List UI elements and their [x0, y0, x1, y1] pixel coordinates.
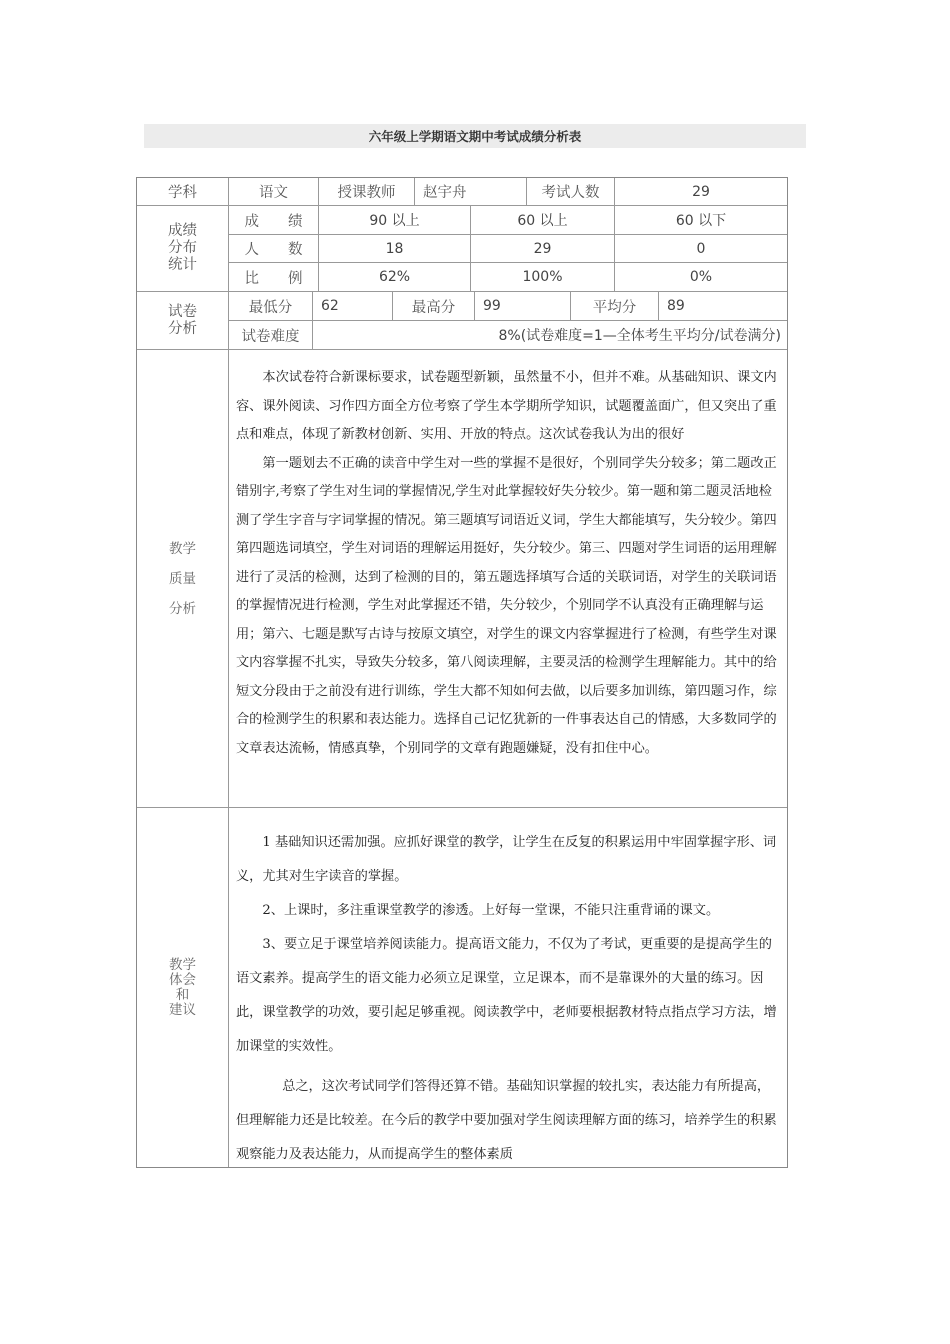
- difficulty-value: 8%(试卷难度=1—全体考生平均分/试卷满分): [313, 321, 787, 350]
- distribution-label-line: 统计: [168, 257, 197, 273]
- min-score-label: 最低分: [229, 292, 313, 321]
- people-value: 29: [471, 235, 615, 263]
- subject-label: 学科: [137, 178, 229, 206]
- avg-score-value: 89: [659, 292, 787, 321]
- subject-value: 语文: [229, 178, 319, 206]
- advice-label-line: 和: [175, 986, 190, 1003]
- advice-paragraph: 3、要立足于课堂培养阅读能力。提高语文能力，不仅为了考试，更重要的是提高学生的语文素养。提高学生的语文能力必须立足课堂，立足课本，而不是靠课外的大量的练习。因此，课堂教学的功效，要引起足够重视。阅读教学中，老师要根据教材特点指点学习方法，增加课堂的实效性。: [236, 937, 777, 1054]
- quality-label-line: 质量: [169, 570, 196, 587]
- people-label: 人 数: [229, 235, 319, 263]
- min-score-value: 62: [313, 292, 393, 321]
- advice-summary: 总之，这次考试同学们答得还算不错。基础知识掌握的较扎实，表达能力有所提高，但理解能力还是比较差。在今后的教学中要加强对学生阅读理解方面的练习，培养学生的积累观察能力及表达能力，从而提高学生的整体素质: [236, 1079, 777, 1162]
- distribution-label-line: 分布: [168, 240, 197, 256]
- advice-paragraph: 1 基础知识还需加强。应抓好课堂的教学，让学生在反复的积累运用中牢固掌握字形、词义，尤其对生字读音的掌握。: [236, 835, 777, 884]
- avg-score-label: 平均分: [571, 292, 659, 321]
- advice-paragraph: 2、上课时，多注重课堂教学的渗透。上好每一堂课，不能只注重背诵的课文。: [262, 903, 720, 918]
- difficulty-label: 试卷难度: [229, 321, 313, 350]
- teacher-value: 赵宇舟: [415, 178, 527, 206]
- paper-label-line: 分析: [168, 320, 197, 337]
- people-value: 18: [319, 235, 471, 263]
- ratio-value: 0%: [615, 263, 787, 292]
- exam-count-label: 考试人数: [527, 178, 615, 206]
- quality-label-line: 教学: [169, 540, 196, 557]
- document-title: 六年级上学期语文期中考试成绩分析表: [144, 124, 806, 148]
- advice-label-line: 体会: [169, 971, 196, 988]
- distribution-label-line: 成绩: [168, 223, 197, 239]
- grade-value: 90 以上: [319, 206, 471, 235]
- teacher-label: 授课教师: [319, 178, 415, 206]
- ratio-label: 比 例: [229, 263, 319, 292]
- quality-section-label: [137, 350, 229, 808]
- grade-label: 成 绩: [229, 206, 319, 235]
- paper-section-label: [137, 292, 229, 350]
- advice-label-line: 建议: [169, 1001, 196, 1018]
- paper-label-line: 试卷: [168, 303, 197, 320]
- quality-label-line: 分析: [169, 600, 196, 617]
- ratio-value: 62%: [319, 263, 471, 292]
- advice-text: [236, 826, 782, 1172]
- quality-paragraph: 第一题划去不正确的读音中学生对一些的掌握不是很好，个别同学失分较多；第二题改正错别字,考察了学生对生词的掌握情况,学生对此掌握较好失分较少。第一题和第二题灵活地检测了学生字音与字词掌握的情况。第三题填写词语近义词，学生大都能填写，失分较少。第四第四题选词填空，学生对词语的理解运用挺好，失分较少。第三、四题对学生词语的运用理解进行了灵活的检测，达到了检测的目的，第五题选择填写合适的关联词语，对学生的关联词语的掌握情况进行检测，学生对此掌握还不错，失分较少，个别同学不认真没有正确理解与运用；第六、七题是默写古诗与按原文填空，对学生的课文内容掌握进行了检测，有些学生对课文内容掌握不扎实，导致失分较多，第八阅读理解，主要灵活的检测学生理解能力。其中的给短文分段由于之前没有进行训练，学生大都不知如何去做，以后要多加训练，第四题习作，综合的检测学生的积累和表达能力。选择自己记忆犹新的一件事表达自己的情感，大多数同学的文章表达流畅，情感真挚，个别同学的文章有跑题嫌疑，没有扣住中心。: [236, 455, 777, 756]
- distribution-section-label: [137, 206, 229, 292]
- grade-value: 60 以上: [471, 206, 615, 235]
- quality-paragraph: 本次试卷符合新课标要求，试卷题型新颖，虽然量不小，但并不难。从基础知识、课文内容、课外阅读、习作四方面全方位考察了学生本学期所学知识，试题覆盖面广，但又突出了重点和难点，体现了新教材创新、实用、开放的特点。这次试卷我认为出的很好: [236, 370, 777, 442]
- people-value: 0: [615, 235, 787, 263]
- exam-count-value: 29: [615, 178, 787, 206]
- max-score-label: 最高分: [393, 292, 475, 321]
- quality-analysis-text: [236, 364, 782, 763]
- grade-value: 60 以下: [615, 206, 787, 235]
- ratio-value: 100%: [471, 263, 615, 292]
- max-score-value: 99: [475, 292, 571, 321]
- advice-section-label: [137, 808, 229, 1167]
- advice-label-line: 教学: [169, 956, 196, 973]
